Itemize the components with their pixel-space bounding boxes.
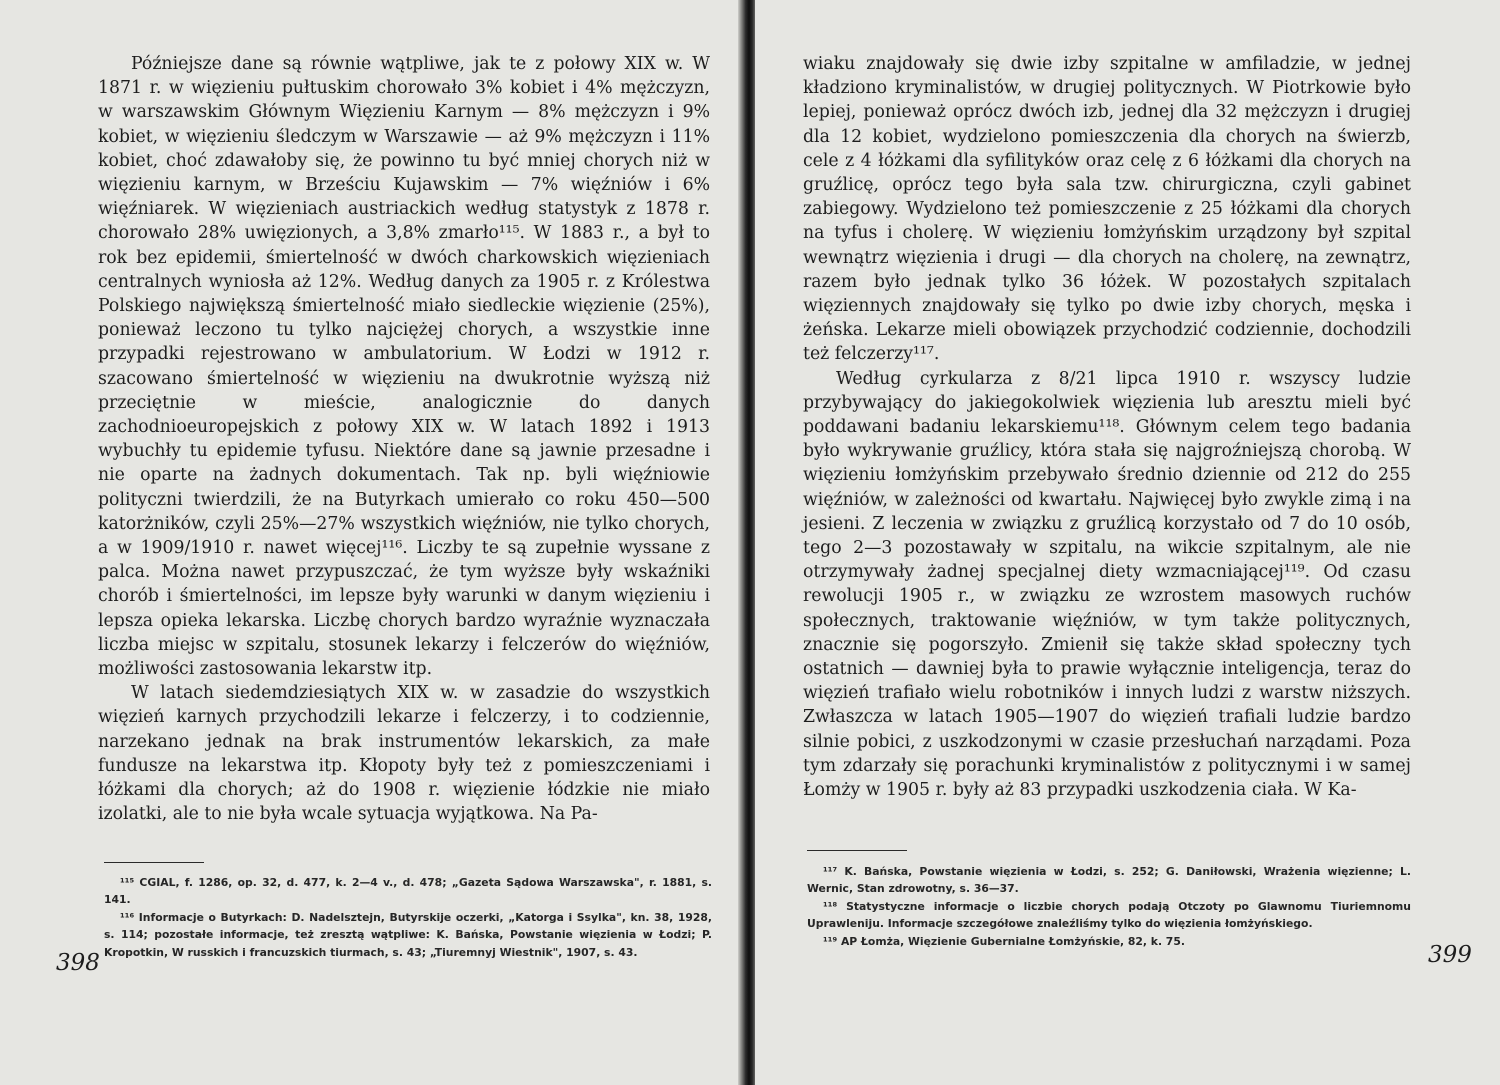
left-page bbox=[0, 0, 748, 1085]
footnote: ¹¹⁸ Statystyczne informacje o liczbie chorych podają Otczoty po Glawnomu Tiuriemnomu Uprawleniju. Informacje szczegółowe znaleźliśmy tylko do więzienia łomżyńskiego. bbox=[807, 899, 1411, 931]
right-page-footnotes bbox=[807, 863, 1411, 950]
page-number: 399 bbox=[1428, 942, 1472, 968]
page-number: 398 bbox=[56, 950, 100, 976]
paragraph: W latach siedemdziesiątych XIX w. w zasadzie do wszystkich więzień karnych przychodzili lekarze i felczerzy, i to codziennie, narzekano jednak na brak instrumentów lekarskich, za małe fundusze na lekarstwa itp. Kłopoty były też z pomieszczeniami i łóżkami dla chorych; aż do 1908 r. więzienie łódzkie nie miało izolatki, ale to nie była wcale sytuacja wyjątkowa. Na Pa- bbox=[98, 683, 710, 825]
right-page bbox=[755, 0, 1500, 1085]
left-page-body bbox=[98, 52, 710, 827]
footnote-separator bbox=[807, 850, 907, 851]
paragraph: Późniejsze dane są równie wątpliwe, jak te z połowy XIX w. W 1871 r. w więzieniu pułtuskim chorowało 3% kobiet i 4% mężczyzn, w warszawskim Głównym Więzieniu Karnym — 8% mężczyzn i 9% kobiet, w więzieniu śledczym w Warszawie — aż 9% mężczyzn i 11% kobiet, choć zdawałoby się, że powinno tu być mniej chorych niż w więzieniu karnym, w Brześciu Kujawskim — 7% więźniów i 6% więźniarek. W więzieniach austriackich według statystyk z 1878 r. chorowało 28% uwięzionych, a 3,8% zmarło¹¹⁵. W 1883 r., a był to rok bez epidemii, śmiertelność w dwóch charkowskich więzieniach centralnych wyniosła aż 12%. Według danych za 1905 r. z Królestwa Polskiego największą śmiertelność miało siedleckie więzienie (25%), ponieważ leczono tu tylko najciężej chorych, a wszystkie inne przypadki rejestrowano w ambulatorium. W Łodzi w 1912 r. szacowano śmiertelność w więzieniu na dwukrotnie wyższą niż przeciętnie w mieście, analogicznie do danych zachodnioeuropejskich z połowy XIX w. W latach 1892 i 1913 wybuchły tu epidemie tyfusu. Niektóre dane są jawnie przesadne i nie oparte na żadnych dokumentach. Tak np. byli więźniowie polityczni twierdzili, że na Butyrkach umierało co roku 450—500 katorżników, czyli 25%—27% wszystkich więźniów, nie tylko chorych, a w 1909/1910 r. nawet więcej¹¹⁶. Liczby te są zupełnie wyssane z palca. Można nawet przypuszczać, że tym wyższe były wskaźniki chorób i śmiertelności, im lepsze były warunki w danym więzieniu i lepsza opieka lekarska. Liczbę chorych bardzo wyraźnie wyznaczała liczba miejsc w szpitalu, stosunek lekarzy i felczerów do więźniów, możliwości zastosowania lekarstw itp. bbox=[98, 54, 710, 680]
footnote: ¹¹⁶ Informacje o Butyrkach: D. Nadelsztejn, Butyrskije oczerki, „Katorga i Ssylka", kn. 38, 1928, s. 114; pozostałe informacje, też zresztą wątpliwe: K. Bańska, Powstanie więzienia w Łodzi; P. Kropotkin, W russkich i francuzskich tiurmach, s. 43; „Tiuremnyj Wiestnik", 1907, s. 43. bbox=[104, 910, 712, 959]
paragraph: Według cyrkularza z 8/21 lipca 1910 r. wszyscy ludzie przybywający do jakiegokolwiek więzienia lub aresztu mieli być poddawani badaniu lekarskiemu¹¹⁸. Głównym celem tego badania było wykrywanie gruźlicy, która stała się najgroźniejszą chorobą. W więzieniu łomżyńskim przebywało średnio dziennie od 212 do 255 więźniów, w zależności od kwartału. Najwięcej było zwykle zimą i na jesieni. Z leczenia w związku z gruźlicą korzystało od 7 do 10 osób, tego 2—3 pozostawały w szpitalu, na wikcie szpitalnym, ale nie otrzymywały żadnej specjalnej diety wzmacniającej¹¹⁹. Od czasu rewolucji 1905 r., w związku ze wzrostem masowych ruchów społecznych, traktowanie więźniów, w tym także politycznych, znacznie się pogorszyło. Zmienił się także skład społeczny tych ostatnich — dawniej była to prawie wyłącznie inteligencja, teraz do więzień trafiało wielu robotników i innych ludzi z warstw niższych. Zwłaszcza w latach 1905—1907 do więzień trafiali ludzie bardzo silnie pobici, z uszkodzonymi w czasie przesłuchań narządami. Poza tym zdarzały się porachunki kryminalistów z politycznymi i w samej Łomży w 1905 r. były aż 83 przypadki uszkodzenia ciała. W Ka- bbox=[803, 368, 1411, 801]
right-page-body bbox=[803, 52, 1411, 802]
footnote: ¹¹⁷ K. Bańska, Powstanie więzienia w Łodzi, s. 252; G. Daniłowski, Wrażenia więzienne; L. Wernic, Stan zdrowotny, s. 36—37. bbox=[807, 865, 1411, 896]
footnote: ¹¹⁹ AP Łomża, Więzienie Gubernialne Łomżyńskie, 82, k. 75. bbox=[823, 934, 1185, 948]
paragraph: wiaku znajdowały się dwie izby szpitalne w amfiladzie, w jednej kładziono kryminalistów, w drugiej politycznych. W Piotrkowie było lepiej, ponieważ oprócz dwóch izb, jednej dla 32 mężczyzn i drugiej dla 12 kobiet, wydzielono pomieszczenia dla chorych na świerzb, cele z 4 łóżkami dla syfilityków oraz celę z 6 łóżkami dla chorych na gruźlicę, oprócz tego była sala tzw. chirurgiczna, czyli gabinet zabiegowy. Wydzielono też pomieszczenie z 25 łóżkami dla chorych na tyfus i cholerę. W więzieniu łomżyńskim urządzony był szpital wewnątrz więzienia i drugi — dla chorych na cholerę, na zewnątrz, razem było jednak tylko 36 łóżek. W pozostałych szpitalach więziennych znajdowały się tylko po dwie izby chorych, męska i żeńska. Lekarze mieli obowiązek przychodzić codziennie, dochodzili też felczerzy¹¹⁷. bbox=[803, 54, 1411, 365]
left-page-footnotes bbox=[104, 874, 712, 961]
footnote: ¹¹⁵ CGIAL, f. 1286, op. 32, d. 477, k. 2—4 v., d. 478; „Gazeta Sądowa Warszawska", r. 1881, s. 141. bbox=[104, 876, 712, 907]
footnote-separator bbox=[104, 862, 204, 863]
